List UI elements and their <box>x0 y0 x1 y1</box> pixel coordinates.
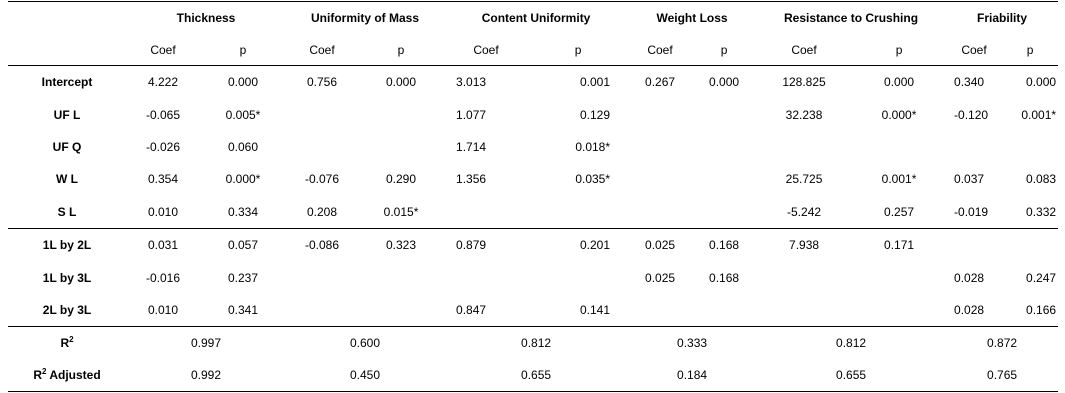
coef-cell <box>628 196 692 229</box>
main-terms <box>8 66 1058 229</box>
coef-cell: 0.037 <box>954 172 985 187</box>
table-row <box>8 196 1058 229</box>
row-label: W L <box>56 172 78 187</box>
group-thickness: Thickness <box>126 2 286 35</box>
p-cell <box>528 196 628 229</box>
group-header-row <box>8 2 1058 35</box>
p-cell <box>358 98 444 130</box>
coef-cell: 0.031 <box>126 228 200 261</box>
p-cell: 0.000 <box>852 66 946 99</box>
fit-value: 0.600 <box>286 327 444 360</box>
fit-value: 0.872 <box>946 327 1058 360</box>
coef-cell <box>628 294 692 327</box>
row-label: 2L by 3L <box>42 302 92 317</box>
p-cell: 0.000 <box>1002 66 1058 99</box>
fit-label-rest: Adjusted <box>46 368 101 383</box>
coef-cell: 4.222 <box>126 66 200 99</box>
group-resistance-to-crushing: Resistance to Crushing <box>756 2 946 35</box>
coef-cell <box>628 163 692 195</box>
coef-cell <box>628 98 692 130</box>
subheader-coef: Coef <box>791 42 817 57</box>
coef-cell: -0.019 <box>954 204 989 219</box>
row-label: Intercept <box>8 66 126 99</box>
p-cell: 0.018* <box>575 139 611 154</box>
p-cell: 0.171 <box>852 228 946 261</box>
row-label: UF L <box>53 107 81 122</box>
subheader-blank <box>8 34 126 66</box>
coef-cell: 0.010 <box>147 204 179 219</box>
subheader-p: p <box>895 42 903 57</box>
subheader-p: p <box>1026 42 1034 57</box>
p-cell <box>1002 228 1058 261</box>
subheader-coef: Coef <box>473 42 499 57</box>
coef-cell <box>286 131 358 163</box>
coef-cell: 0.756 <box>286 66 358 99</box>
coef-cell: 0.847 <box>456 302 487 317</box>
p-cell <box>692 196 756 229</box>
corner-cell <box>8 2 126 35</box>
coef-cell: 25.725 <box>785 172 823 187</box>
fit-statistics <box>8 327 1058 392</box>
coef-cell: 7.938 <box>756 228 852 261</box>
fit-value: 0.333 <box>628 327 756 360</box>
coef-cell <box>444 196 528 229</box>
group-weight-loss: Weight Loss <box>628 2 756 35</box>
p-cell: 0.334 <box>227 204 259 219</box>
coef-cell: 1.356 <box>456 172 487 187</box>
p-cell: 0.000 <box>692 66 756 99</box>
subheader-coef: Coef <box>309 42 335 57</box>
table-row <box>8 261 1058 293</box>
coef-cell: 32.238 <box>785 107 823 122</box>
coef-cell: 0.267 <box>628 66 692 99</box>
coef-cell: 0.025 <box>645 270 676 285</box>
fit-value: 0.450 <box>350 368 381 383</box>
fit-label-main: R <box>60 336 70 351</box>
row-label: 1L by 3L <box>42 270 92 285</box>
p-cell: 0.000* <box>225 172 261 187</box>
coef-cell <box>628 131 692 163</box>
coef-cell: 1.077 <box>456 107 487 122</box>
p-cell <box>852 261 946 293</box>
subheader-p: p <box>574 42 582 57</box>
p-cell: 0.257 <box>884 204 915 219</box>
p-cell <box>1002 131 1058 163</box>
p-cell: 0.237 <box>227 270 259 285</box>
subheader-row <box>8 34 1058 66</box>
table-row <box>8 228 1058 261</box>
coef-cell: -0.086 <box>286 228 358 261</box>
subheader-p: p <box>397 42 405 57</box>
coef-cell: 0.354 <box>147 172 179 187</box>
subheader-coef: Coef <box>647 42 673 57</box>
coef-cell <box>756 131 852 163</box>
subheader-p: p <box>720 42 728 57</box>
p-cell: 0.129 <box>580 107 611 122</box>
fit-value: 0.765 <box>987 368 1018 383</box>
p-cell <box>358 261 444 293</box>
coef-cell: 0.028 <box>954 270 985 285</box>
fit-label <box>8 359 126 392</box>
fit-value: 0.655 <box>521 368 552 383</box>
coef-cell: -0.026 <box>145 139 181 154</box>
coef-cell: -0.065 <box>145 107 181 122</box>
p-cell <box>692 98 756 130</box>
coef-cell: -0.016 <box>145 270 181 285</box>
p-cell: 0.290 <box>386 172 417 187</box>
p-cell <box>528 261 628 293</box>
p-cell: 0.015* <box>383 204 419 219</box>
subheader-coef: Coef <box>961 42 987 57</box>
coef-cell: 3.013 <box>444 66 528 99</box>
p-cell: 0.201 <box>528 228 628 261</box>
coef-cell: 0.028 <box>954 302 985 317</box>
p-cell: 0.247 <box>1026 270 1057 285</box>
regression-table <box>8 1 1058 392</box>
coef-cell <box>946 131 1002 163</box>
coef-cell: 0.340 <box>946 66 1002 99</box>
table-row <box>8 131 1058 163</box>
fit-value: 0.184 <box>677 368 708 383</box>
fit-row <box>8 359 1058 392</box>
interaction-terms <box>8 228 1058 326</box>
fit-label-superscript: 2 <box>69 335 74 345</box>
coef-cell: 0.025 <box>628 228 692 261</box>
coef-cell <box>756 294 852 327</box>
coef-cell: -0.120 <box>954 107 989 122</box>
p-cell: 0.168 <box>692 228 756 261</box>
p-cell: 0.332 <box>1026 204 1057 219</box>
fit-value: 0.997 <box>126 327 286 360</box>
group-content-uniformity: Content Uniformity <box>444 2 628 35</box>
p-cell: 0.166 <box>1026 302 1057 317</box>
p-cell <box>692 131 756 163</box>
p-cell <box>358 131 444 163</box>
p-cell: 0.060 <box>227 139 259 154</box>
coef-cell: 0.879 <box>444 228 528 261</box>
group-uniformity-of-mass: Uniformity of Mass <box>286 2 444 35</box>
fit-value: 0.812 <box>756 327 946 360</box>
fit-label-superscript: 2 <box>41 367 47 377</box>
p-cell: 0.000 <box>358 66 444 99</box>
p-cell: 0.000 <box>200 66 286 99</box>
p-cell: 0.323 <box>358 228 444 261</box>
p-cell: 0.035* <box>575 172 611 187</box>
subheader-coef: Coef <box>150 42 176 57</box>
coef-cell: 128.825 <box>756 66 852 99</box>
coef-cell <box>946 228 1002 261</box>
p-cell: 0.001* <box>1021 107 1057 122</box>
fit-value: 0.992 <box>190 368 222 383</box>
table-row <box>8 66 1058 99</box>
row-label: 1L by 2L <box>8 228 126 261</box>
p-cell: 0.141 <box>580 302 611 317</box>
p-cell: 0.341 <box>227 302 259 317</box>
coef-cell <box>286 98 358 130</box>
p-cell: 0.001* <box>881 172 917 187</box>
coef-cell: 1.714 <box>456 139 487 154</box>
coef-cell <box>286 294 358 327</box>
subheader-p: p <box>239 42 247 57</box>
coef-cell <box>756 261 852 293</box>
table-row <box>8 163 1058 195</box>
p-cell <box>852 131 946 163</box>
fit-label <box>8 327 126 360</box>
fit-row <box>8 327 1058 360</box>
coef-cell: 0.010 <box>147 302 179 317</box>
coef-cell: 0.208 <box>307 204 338 219</box>
fit-value: 0.655 <box>836 368 867 383</box>
fit-label-main: R <box>33 368 42 383</box>
p-cell: 0.001 <box>528 66 628 99</box>
p-cell: 0.000* <box>881 107 917 122</box>
coef-cell: -0.076 <box>305 172 340 187</box>
row-label: UF Q <box>52 139 82 154</box>
coef-cell: -5.242 <box>787 204 822 219</box>
p-cell <box>358 294 444 327</box>
fit-value: 0.812 <box>444 327 628 360</box>
coef-cell <box>286 261 358 293</box>
p-cell <box>852 294 946 327</box>
table-row <box>8 98 1058 130</box>
p-cell: 0.083 <box>1026 172 1057 187</box>
row-label: S L <box>57 204 77 219</box>
p-cell: 0.168 <box>709 270 740 285</box>
p-cell: 0.005* <box>225 107 261 122</box>
coef-cell <box>444 261 528 293</box>
group-friability: Friability <box>946 2 1058 35</box>
table-row <box>8 294 1058 327</box>
p-cell <box>692 294 756 327</box>
p-cell: 0.057 <box>200 228 286 261</box>
p-cell <box>692 163 756 195</box>
